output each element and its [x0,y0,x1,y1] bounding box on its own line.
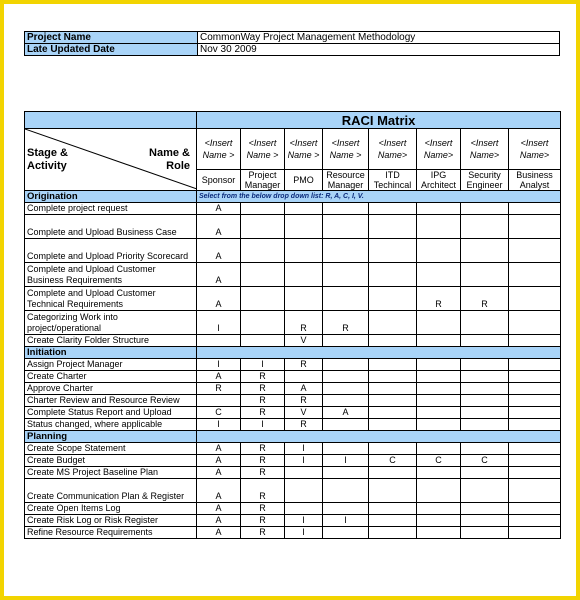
activity-row [25,467,561,479]
raci-value-cell[interactable]: C [461,455,509,467]
raci-value-cell[interactable]: I [323,455,369,467]
raci-value-cell[interactable] [323,215,369,239]
raci-value-cell[interactable] [417,515,461,527]
raci-value-cell[interactable]: A [197,455,241,467]
activity-row [25,203,561,215]
raci-value-cell[interactable] [369,287,417,311]
role-header-cell: PMO [285,170,323,191]
project-info-table [24,31,560,56]
raci-value-cell[interactable] [369,515,417,527]
raci-value-cell[interactable] [285,263,323,287]
raci-value-cell[interactable] [509,311,561,335]
raci-value-cell[interactable] [417,443,461,455]
activity-name: Create Communication Plan & Register [25,479,197,503]
raci-value-cell[interactable] [369,503,417,515]
raci-value-cell[interactable]: V [285,335,323,347]
raci-value-cell[interactable]: R [285,359,323,371]
activity-row [25,407,561,419]
activity-name: Assign Project Manager [25,359,197,371]
activity-name: Create Open Items Log [25,503,197,515]
raci-value-cell[interactable]: R [241,395,285,407]
raci-value-cell[interactable] [323,335,369,347]
raci-value-cell[interactable] [509,239,561,263]
raci-value-cell[interactable] [417,419,461,431]
raci-value-cell[interactable] [509,467,561,479]
activity-name: Complete and Upload Business Case [25,215,197,239]
raci-value-cell[interactable] [461,515,509,527]
raci-value-cell[interactable] [323,359,369,371]
raci-value-cell[interactable] [417,239,461,263]
activity-name: Create Budget [25,455,197,467]
raci-value-cell[interactable]: R [417,287,461,311]
raci-value-cell[interactable]: R [461,287,509,311]
raci-value-cell[interactable] [323,203,369,215]
raci-value-cell[interactable] [369,359,417,371]
insert-name-cell[interactable]: <Insert Name> [461,129,509,170]
raci-value-cell[interactable]: C [369,455,417,467]
raci-value-cell[interactable] [241,203,285,215]
raci-value-cell[interactable] [461,215,509,239]
activity-name: Complete project request [25,203,197,215]
raci-value-cell[interactable]: R [241,407,285,419]
raci-value-cell[interactable]: R [241,443,285,455]
raci-value-cell[interactable] [197,335,241,347]
insert-name-cell[interactable]: <Insert Name> [417,129,461,170]
raci-value-cell[interactable] [509,395,561,407]
raci-value-cell[interactable] [285,371,323,383]
role-header-cell: Sponsor [197,170,241,191]
dropdown-instruction: Select from the below drop down list: R, A, C, I, V. [197,191,561,203]
activity-name: Complete and Upload Customer Technical Requirements [25,287,197,311]
raci-value-cell[interactable]: V [285,407,323,419]
raci-value-cell[interactable] [323,395,369,407]
section-name: Planning [25,431,197,443]
raci-value-cell[interactable]: A [197,503,241,515]
section-fill [197,431,561,443]
activity-row [25,395,561,407]
raci-value-cell[interactable]: R [241,479,285,503]
raci-value-cell[interactable]: R [197,383,241,395]
raci-value-cell[interactable]: A [197,479,241,503]
activity-name: Create Scope Statement [25,443,197,455]
raci-value-cell[interactable] [369,203,417,215]
raci-value-cell[interactable] [417,383,461,395]
raci-value-cell[interactable]: A [197,203,241,215]
stage-role-corner-cell [25,129,197,191]
raci-value-cell[interactable] [509,383,561,395]
section-fill [197,347,561,359]
raci-value-cell[interactable] [509,263,561,287]
activity-name: Charter Review and Resource Review [25,395,197,407]
raci-value-cell[interactable]: I [241,419,285,431]
raci-value-cell[interactable] [369,527,417,539]
raci-value-cell[interactable] [461,383,509,395]
activity-row [25,479,561,503]
raci-value-cell[interactable] [323,287,369,311]
raci-value-cell[interactable]: R [241,467,285,479]
stage-activity-label [27,147,68,173]
raci-matrix-table [24,111,561,539]
raci-value-cell[interactable] [509,203,561,215]
activity-name: Approve Charter [25,383,197,395]
activity-name: Complete and Upload Priority Scorecard [25,239,197,263]
raci-value-cell[interactable] [417,215,461,239]
raci-value-cell[interactable] [509,479,561,503]
project-info-value[interactable]: Nov 30 2009 [198,44,560,56]
raci-value-cell[interactable] [461,479,509,503]
raci-value-cell[interactable] [285,287,323,311]
activity-row [25,215,561,239]
activity-row [25,455,561,467]
raci-value-cell[interactable] [323,263,369,287]
raci-value-cell[interactable]: A [197,527,241,539]
raci-value-cell[interactable]: R [241,515,285,527]
raci-value-cell[interactable]: R [285,419,323,431]
stage-label: Stage & [27,147,68,159]
raci-value-cell[interactable] [369,419,417,431]
raci-value-cell[interactable] [241,311,285,335]
activity-name: Create Risk Log or Risk Register [25,515,197,527]
raci-value-cell[interactable]: A [323,407,369,419]
activity-row [25,443,561,455]
raci-value-cell[interactable] [285,203,323,215]
spreadsheet [24,31,562,537]
raci-value-cell[interactable]: A [197,515,241,527]
insert-name-cell[interactable]: <Insert Name> [369,129,417,170]
raci-value-cell[interactable] [369,311,417,335]
raci-value-cell[interactable]: A [197,443,241,455]
raci-value-cell[interactable] [369,479,417,503]
raci-value-cell[interactable] [323,383,369,395]
raci-value-cell[interactable]: R [241,527,285,539]
raci-value-cell[interactable] [285,479,323,503]
role-header-cell: Security Engineer [461,170,509,191]
raci-value-cell[interactable]: C [197,407,241,419]
role-header-cell: Project Manager [241,170,285,191]
raci-value-cell[interactable] [369,371,417,383]
insert-name-cell[interactable]: <Insert Name > [241,129,285,170]
raci-value-cell[interactable] [369,467,417,479]
raci-value-cell[interactable] [417,335,461,347]
raci-value-cell[interactable] [509,371,561,383]
raci-value-cell[interactable] [461,467,509,479]
activity-name: Refine Resource Requirements [25,527,197,539]
raci-value-cell[interactable]: A [197,467,241,479]
activity-name: Create MS Project Baseline Plan [25,467,197,479]
raci-value-cell[interactable] [417,311,461,335]
raci-value-cell[interactable] [461,359,509,371]
role-header-cell: ITD Techincal [369,170,417,191]
section-name: Initiation [25,347,197,359]
raci-value-cell[interactable] [461,335,509,347]
raci-value-cell[interactable]: A [197,287,241,311]
section-header-row [25,347,561,359]
activity-row [25,515,561,527]
raci-value-cell[interactable] [461,503,509,515]
activity-name: Complete and Upload Customer Business Requirements [25,263,197,287]
role-header-cell: IPG Architect [417,170,461,191]
section-name: Origination [25,191,197,203]
raci-value-cell[interactable] [509,359,561,371]
raci-value-cell[interactable] [417,395,461,407]
raci-value-cell[interactable] [509,515,561,527]
raci-value-cell[interactable] [417,407,461,419]
raci-value-cell[interactable] [417,467,461,479]
raci-value-cell[interactable] [241,215,285,239]
raci-value-cell[interactable]: C [417,455,461,467]
raci-value-cell[interactable] [461,407,509,419]
raci-value-cell[interactable] [509,407,561,419]
raci-value-cell[interactable] [509,527,561,539]
raci-value-cell[interactable] [509,443,561,455]
raci-value-cell[interactable] [461,203,509,215]
raci-value-cell[interactable] [461,263,509,287]
raci-value-cell[interactable] [509,455,561,467]
raci-value-cell[interactable] [509,503,561,515]
activity-row [25,335,561,347]
raci-value-cell[interactable] [285,239,323,263]
raci-value-cell[interactable] [369,395,417,407]
raci-value-cell[interactable]: I [197,419,241,431]
role-label: Role [166,160,190,172]
activity-row [25,503,561,515]
raci-value-cell[interactable] [241,263,285,287]
raci-value-cell[interactable] [285,467,323,479]
raci-value-cell[interactable] [509,215,561,239]
raci-value-cell[interactable]: A [197,371,241,383]
raci-value-cell[interactable] [417,203,461,215]
raci-value-cell[interactable] [369,443,417,455]
raci-value-cell[interactable] [241,239,285,263]
raci-value-cell[interactable] [369,215,417,239]
raci-value-cell[interactable] [461,395,509,407]
raci-value-cell[interactable] [369,335,417,347]
activity-row [25,419,561,431]
raci-value-cell[interactable] [323,239,369,263]
raci-value-cell[interactable] [285,215,323,239]
section-header-row [25,431,561,443]
matrix-title: RACI Matrix [197,112,561,129]
project-info-label: Project Name [25,32,198,44]
raci-value-cell[interactable]: I [241,359,285,371]
activity-row [25,239,561,263]
raci-value-cell[interactable] [417,263,461,287]
raci-value-cell[interactable]: A [285,383,323,395]
raci-value-cell[interactable] [241,287,285,311]
role-header-cell: Resource Manager [323,170,369,191]
title-spacer [25,112,197,129]
raci-value-cell[interactable] [323,419,369,431]
activity-row [25,359,561,371]
raci-value-cell[interactable]: A [197,215,241,239]
section-header-row [25,191,561,203]
activity-name: Complete Status Report and Upload [25,407,197,419]
raci-value-cell[interactable] [417,479,461,503]
raci-value-cell[interactable]: R [241,371,285,383]
raci-value-cell[interactable]: I [285,443,323,455]
raci-value-cell[interactable] [323,443,369,455]
activity-row [25,311,561,335]
raci-value-cell[interactable]: R [241,383,285,395]
raci-value-cell[interactable]: R [241,503,285,515]
raci-value-cell[interactable]: R [285,395,323,407]
raci-value-cell[interactable] [369,383,417,395]
insert-name-cell[interactable]: <Insert Name> [509,129,561,170]
raci-value-cell[interactable] [323,527,369,539]
activity-name: Categorizing Work into project/operational [25,311,197,335]
role-header-cell: Business Analyst [509,170,561,191]
raci-value-cell[interactable] [369,263,417,287]
raci-value-cell[interactable] [323,371,369,383]
project-info-row [25,44,560,56]
raci-value-cell[interactable] [241,335,285,347]
raci-value-cell[interactable] [369,239,417,263]
insert-name-cell[interactable]: <Insert Name > [197,129,241,170]
raci-value-cell[interactable] [461,443,509,455]
raci-value-cell[interactable] [369,407,417,419]
raci-value-cell[interactable] [461,419,509,431]
raci-value-cell[interactable] [417,371,461,383]
raci-value-cell[interactable] [323,479,369,503]
raci-value-cell[interactable] [461,239,509,263]
project-info-row [25,32,560,44]
project-info-value[interactable]: CommonWay Project Management Methodology [198,32,560,44]
raci-value-cell[interactable] [417,527,461,539]
activity-row [25,527,561,539]
raci-value-cell[interactable] [197,395,241,407]
project-info-label: Late Updated Date [25,44,198,56]
raci-value-cell[interactable]: I [323,515,369,527]
name-label: Name & [149,147,190,159]
activity-row [25,263,561,287]
raci-value-cell[interactable] [417,359,461,371]
raci-value-cell[interactable] [417,503,461,515]
raci-value-cell[interactable]: I [197,311,241,335]
raci-value-cell[interactable] [509,419,561,431]
raci-value-cell[interactable] [461,311,509,335]
raci-value-cell[interactable]: R [285,311,323,335]
activity-name: Status changed, where applicable [25,419,197,431]
raci-value-cell[interactable]: R [323,311,369,335]
raci-value-cell[interactable] [509,287,561,311]
raci-value-cell[interactable] [285,503,323,515]
activity-label: Activity [27,160,67,172]
raci-value-cell[interactable]: R [241,455,285,467]
activity-row [25,287,561,311]
raci-value-cell[interactable] [461,527,509,539]
insert-name-cell[interactable]: <Insert Name > [323,129,369,170]
raci-value-cell[interactable]: I [285,455,323,467]
raci-value-cell[interactable]: I [285,527,323,539]
activity-row [25,371,561,383]
activity-name: Create Charter [25,371,197,383]
activity-name: Create Clarity Folder Structure [25,335,197,347]
raci-value-cell[interactable]: I [285,515,323,527]
raci-value-cell[interactable]: I [197,359,241,371]
name-role-label [149,147,190,173]
raci-value-cell[interactable]: A [197,239,241,263]
insert-name-cell[interactable]: <Insert Name > [285,129,323,170]
raci-value-cell[interactable]: A [197,263,241,287]
raci-value-cell[interactable] [461,371,509,383]
raci-value-cell[interactable] [509,335,561,347]
activity-row [25,383,561,395]
raci-value-cell[interactable] [323,503,369,515]
raci-value-cell[interactable] [323,467,369,479]
